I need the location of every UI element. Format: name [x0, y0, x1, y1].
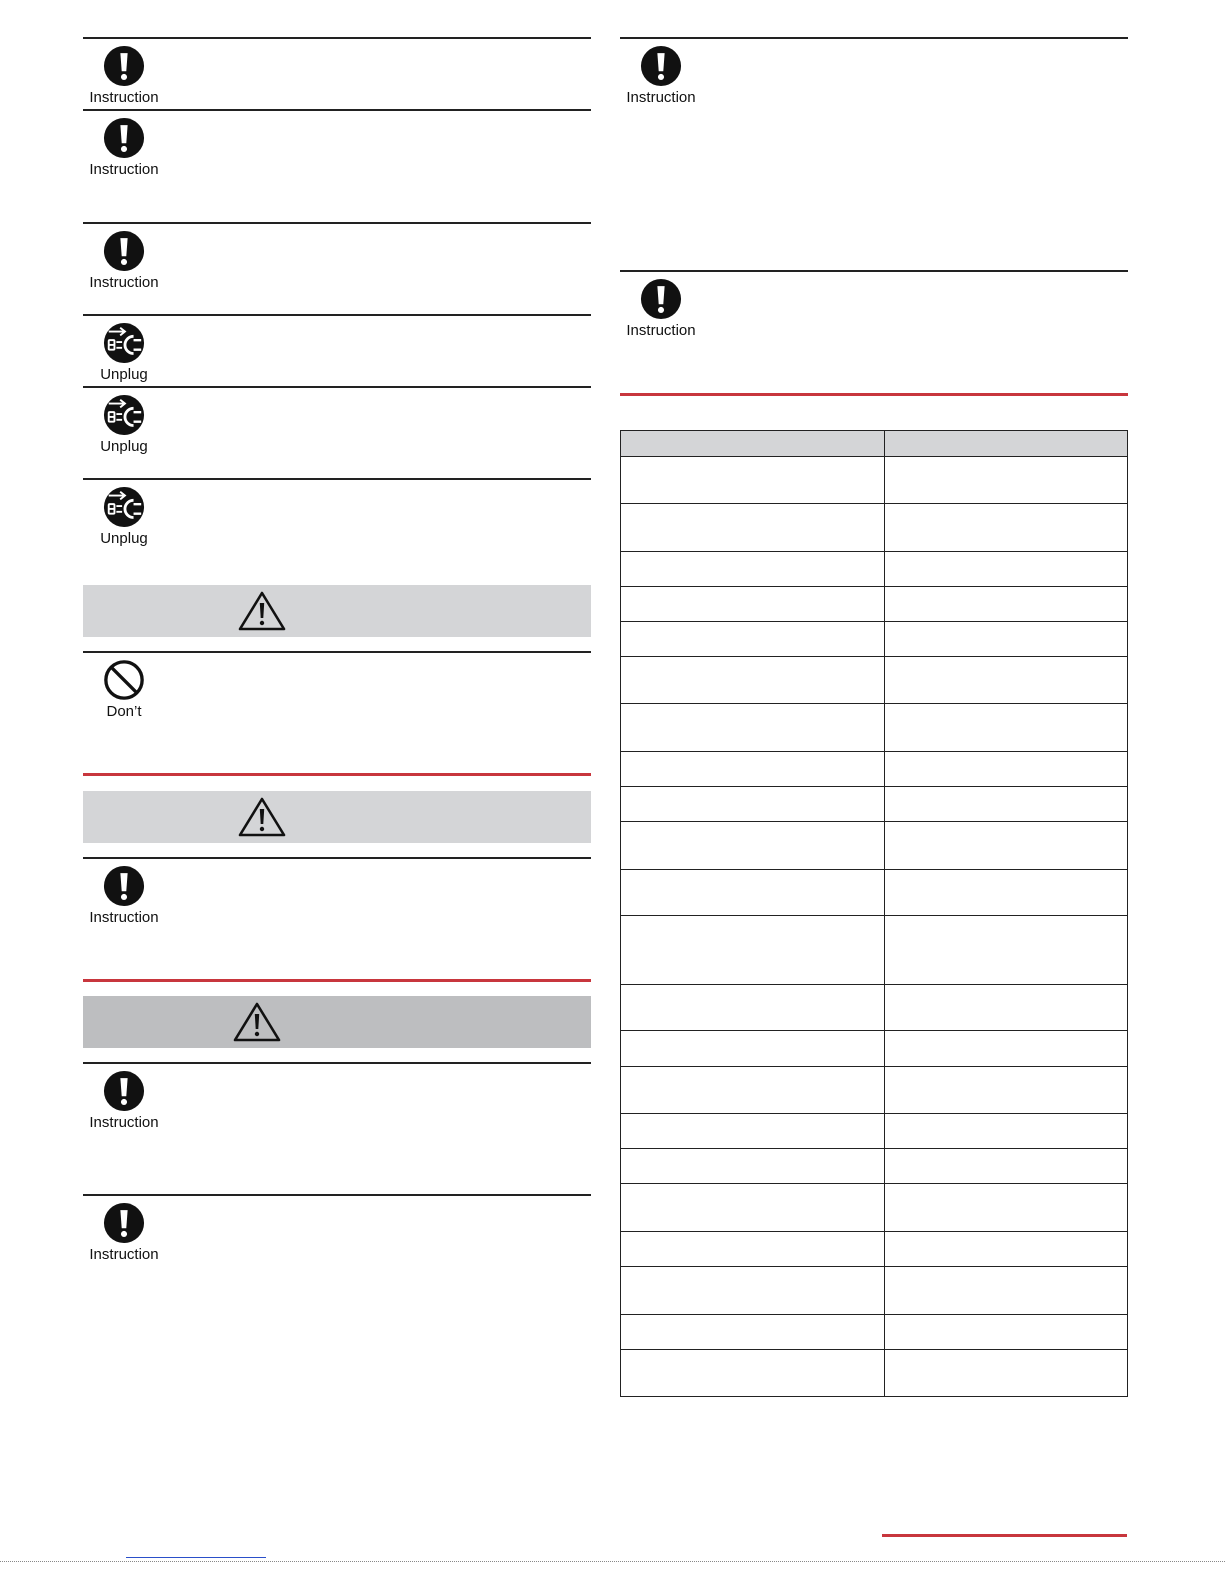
table-row	[621, 1232, 1128, 1267]
table-row	[621, 1149, 1128, 1184]
instruction-label: Instruction	[89, 1246, 159, 1263]
table-cell	[621, 1232, 885, 1267]
table-cell	[885, 704, 1128, 752]
table-cell	[885, 787, 1128, 822]
dont-entry	[83, 651, 591, 761]
unplug-icon-block	[83, 322, 165, 384]
instruction-icon-block	[620, 278, 702, 340]
caution-banner	[83, 996, 591, 1048]
table-row	[621, 552, 1128, 587]
instruction-label: Instruction	[89, 909, 159, 926]
warning-triangle-icon	[238, 797, 286, 837]
table-cell	[885, 870, 1128, 916]
unplug-label: Unplug	[100, 366, 148, 383]
exclamation-circle-icon	[103, 45, 145, 87]
table-cell	[621, 1067, 885, 1114]
table-row	[621, 622, 1128, 657]
footer-accent-rule	[882, 1534, 1127, 1537]
unplug-entry	[83, 314, 591, 386]
table-header-cell	[621, 431, 885, 457]
table-cell	[621, 822, 885, 870]
table-cell	[621, 787, 885, 822]
dont-label: Don’t	[106, 703, 142, 720]
instruction-entry	[83, 857, 591, 967]
table-cell	[885, 1067, 1128, 1114]
table-row	[621, 787, 1128, 822]
prohibition-icon	[103, 659, 145, 701]
table-row	[621, 1114, 1128, 1149]
exclamation-circle-icon	[103, 1202, 145, 1244]
table-cell	[885, 552, 1128, 587]
section-divider	[83, 773, 591, 776]
table-cell	[885, 587, 1128, 622]
unplug-icon	[103, 486, 145, 528]
table-row	[621, 1184, 1128, 1232]
table-cell	[621, 504, 885, 552]
table-cell	[621, 1114, 885, 1149]
instruction-entry	[83, 222, 591, 314]
exclamation-circle-icon	[103, 230, 145, 272]
table-row	[621, 704, 1128, 752]
unplug-label: Unplug	[100, 530, 148, 547]
instruction-icon-block	[83, 230, 165, 292]
table-row	[621, 587, 1128, 622]
instruction-entry	[83, 109, 591, 222]
table-cell	[621, 870, 885, 916]
table-row	[621, 657, 1128, 704]
table-cell	[621, 1350, 885, 1397]
table-cell	[885, 657, 1128, 704]
table-header-row	[621, 431, 1128, 457]
instruction-label: Instruction	[89, 1114, 159, 1131]
table-cell	[885, 1031, 1128, 1067]
exclamation-circle-icon	[103, 1070, 145, 1112]
instruction-label: Instruction	[89, 161, 159, 178]
table-cell	[885, 457, 1128, 504]
table-row	[621, 985, 1128, 1031]
exclamation-circle-icon	[640, 45, 682, 87]
exclamation-circle-icon	[640, 278, 682, 320]
instruction-icon-block	[83, 865, 165, 927]
table-cell	[621, 587, 885, 622]
table-cell	[621, 622, 885, 657]
table-row	[621, 1067, 1128, 1114]
footer-link-underline[interactable]	[126, 1557, 266, 1558]
exclamation-circle-icon	[103, 117, 145, 159]
caution-banner	[83, 585, 591, 637]
warning-triangle-icon	[238, 591, 286, 631]
table-cell	[621, 985, 885, 1031]
footer-dotted-rule	[0, 1561, 1225, 1562]
table-cell	[885, 1267, 1128, 1315]
table-cell	[621, 1267, 885, 1315]
dont-icon-block	[83, 659, 165, 721]
instruction-icon-block	[83, 1070, 165, 1132]
table-header-cell	[885, 431, 1128, 457]
table-cell	[621, 704, 885, 752]
table-cell	[885, 504, 1128, 552]
warning-triangle-icon	[233, 1002, 281, 1042]
table-cell	[885, 1114, 1128, 1149]
instruction-entry	[620, 37, 1128, 270]
instruction-label: Instruction	[89, 274, 159, 291]
unplug-entry	[83, 478, 591, 568]
table-row	[621, 457, 1128, 504]
exclamation-circle-icon	[103, 865, 145, 907]
unplug-icon-block	[83, 486, 165, 548]
table-cell	[885, 822, 1128, 870]
table-cell	[621, 1149, 885, 1184]
instruction-label: Instruction	[626, 89, 696, 106]
table-cell	[885, 622, 1128, 657]
table-row	[621, 1031, 1128, 1067]
instruction-entry	[83, 1194, 591, 1304]
table-row	[621, 870, 1128, 916]
instruction-icon-block	[83, 1202, 165, 1264]
table-row	[621, 504, 1128, 552]
table-cell	[885, 1232, 1128, 1267]
instruction-entry	[620, 270, 1128, 370]
table-cell	[885, 1149, 1128, 1184]
table-row	[621, 916, 1128, 985]
table-cell	[885, 1184, 1128, 1232]
table-cell	[621, 552, 885, 587]
instruction-icon-block	[620, 45, 702, 107]
instruction-icon-block	[83, 117, 165, 179]
unplug-label: Unplug	[100, 438, 148, 455]
table-cell	[621, 457, 885, 504]
table-row	[621, 752, 1128, 787]
table-cell	[885, 1350, 1128, 1397]
instruction-label: Instruction	[89, 89, 159, 106]
unplug-icon	[103, 394, 145, 436]
unplug-icon	[103, 322, 145, 364]
unplug-icon-block	[83, 394, 165, 456]
table-cell	[885, 916, 1128, 985]
table-cell	[621, 916, 885, 985]
instruction-entry	[83, 1062, 591, 1194]
table-row	[621, 1267, 1128, 1315]
table-row	[621, 1315, 1128, 1350]
unplug-entry	[83, 386, 591, 478]
table-cell	[621, 752, 885, 787]
table-cell	[621, 1031, 885, 1067]
table-cell	[885, 985, 1128, 1031]
table-cell	[885, 1315, 1128, 1350]
section-divider	[83, 979, 591, 982]
table-cell	[621, 657, 885, 704]
instruction-label: Instruction	[626, 322, 696, 339]
table-row	[621, 1350, 1128, 1397]
table-cell	[621, 1315, 885, 1350]
table-cell	[885, 752, 1128, 787]
instruction-icon-block	[83, 45, 165, 107]
instruction-entry	[83, 37, 591, 109]
table-row	[621, 822, 1128, 870]
specification-table	[620, 430, 1128, 1397]
caution-banner	[83, 791, 591, 843]
table-cell	[621, 1184, 885, 1232]
section-divider	[620, 393, 1128, 396]
